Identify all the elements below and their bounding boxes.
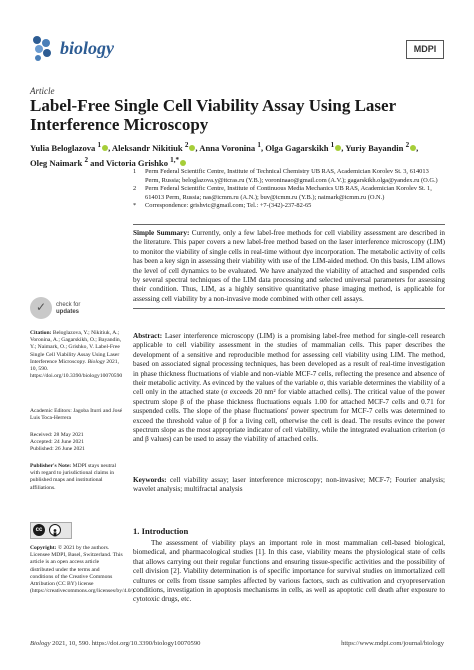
author[interactable]: Yuriy Bayandin $^2$ bbox=[345, 143, 416, 153]
cc-by-license-badge[interactable] bbox=[30, 522, 72, 539]
orcid-icon[interactable] bbox=[410, 145, 416, 151]
author[interactable]: Yulia Beloglazova $^1$ bbox=[30, 143, 108, 153]
mdpi-logo: MDPI bbox=[406, 40, 444, 59]
abstract: Abstract: Laser interference microscopy (LIM) is a promising label-free method for single-cell research applicable to cell viability assessment in the studies of mammalian cells. This paper describes the development of a sensitive and reproducible method for assessing cell viability using LIM. The method, based on associated signal processing techniques, has been developed as a result of real-time investigation in phase thickness fluctuations of viable and non-viable MCF-7 cells, reflecting the presence and absence of their metabolic activity. As evinced by the values of the variable σ, this variable determines the viability of a cell only in the attached state (σ exceeds 20 nm² for viable attached cells). The critical value of the power spectrum slope β of the phase thickness fluctuations equals 1.00 for attached MCF-7 cells and 0.71 for suspended cells. The slope of the phase fluctuations' power spectrum for MCF-7 cells was determined to exceed the threshold value of β for a living cell, otherwise the cell is dead. The results evince the power spectrum slope as the most appropriate indicator of cell viability, while the integrated evaluation criterion (σ and β values) can be used to assay the viability of attached cells. bbox=[133, 332, 445, 444]
author[interactable]: Oleg Naimark $^2$ bbox=[30, 155, 89, 168]
author[interactable]: Anna Voronina $^1$ bbox=[199, 141, 261, 153]
author-list: Yulia Beloglazova $^1$ , Aleksandr Nikitiuk $^2$ , Anna Voronina $^1$, Olga Gagarskikh $^1$ , Yuriy Bayandin $^2$ , Oleg Naimark $^2$ and Victoria Grishko $^{1,*}$ bbox=[30, 141, 419, 168]
orcid-icon[interactable] bbox=[335, 145, 341, 151]
orcid-icon[interactable] bbox=[180, 160, 186, 166]
author[interactable]: Olga Gagarskikh $^1$ bbox=[265, 143, 341, 153]
journal-header bbox=[30, 34, 444, 68]
author[interactable]: Aleksandr Nikitiuk $^2$ bbox=[112, 143, 196, 153]
affiliations bbox=[133, 168, 445, 211]
publisher-note: Publisher's Note: MDPI stays neutral with regard to jurisdictional claims in published maps and institutional affiliations. bbox=[30, 463, 117, 491]
doi-link[interactable]: 2021, 10, 590. https://doi.org/10.3390/biology10070590 bbox=[52, 640, 201, 647]
check-updates-icon: ✓ bbox=[30, 297, 52, 319]
by-person-icon bbox=[49, 524, 61, 536]
introduction-paragraph: The assessment of viability plays an important role in most mammalian cell-based biological, biomedical, and pharmacological studies [1]. In this case, viability means the physiological state of cells that allows carrying out their regular functions and ensuring tissue-specific activities and the possibility of cell division [2]. Viability determination is of specific importance for survival studies on immortalized cell cultures or cells from tissue samples affected by various factors, such as cultivation and cryopreservation conditions, investigation in apoptosis mechanisms in cells, as well as apoptotic cell death after exposure to cytotoxic drugs, etc. bbox=[133, 539, 445, 604]
check-for-updates-badge[interactable]: ✓ check for updates bbox=[30, 297, 100, 323]
keywords: Keywords: cell viability assay; laser interference microscopy; non-invasive; MCF-7; Fourier analysis; wavelet analysis; multifractal analysis bbox=[133, 476, 445, 494]
cc-icon: cc bbox=[33, 524, 45, 536]
article-type: Article bbox=[30, 86, 55, 96]
journal-url[interactable]: https://www.mdpi.com/journal/biology bbox=[341, 640, 444, 647]
citation-block: Citation: Beloglazova, Y.; Nikitiuk, A.; Voronina, A.; Gagarskikh, O.; Bayandin, Y.; Naimark, O.; Grishko, V. Label-Free Single Cell Viability Assay Using Laser Interference Microscopy. Biology 2021, 10, 590. https://doi.org/10.3390/biology10070590 bbox=[30, 330, 123, 380]
section-heading: 1. Introduction bbox=[133, 526, 189, 536]
simple-summary: Simple Summary: Currently, only a few label-free methods for cell viability assessment are described in the literature. This paper covers a new label-free method based on the laser interference microscopy (LIM) to monitor the viability of single cells in real-time without dye incorporation. The metabolic activity of cells has been a key sign in assessing their viability with use of the LIM-aided method. On this basis, LIM allows the level of cell dynamics to be evaluated. We have analyzed the viability of attached and suspended cells by several spectral techniques of the LIM data processing and selected universal parameters for assessing their condition. Thus, LIM, as a highly sensitive quantitative phase imaging method, is applicable for assessing cell viability by a non-invasive mode combined with other cell assays. bbox=[133, 224, 445, 309]
author[interactable]: Victoria Grishko $^{1,*}$ bbox=[106, 158, 186, 168]
orcid-icon[interactable] bbox=[189, 145, 195, 151]
academic-editors: Academic Editors: Jagoba Iturri and José Luis Toca-Herrera bbox=[30, 408, 123, 422]
copyright: Copyright: © 2021 by the authors. Licensee MDPI, Basel, Switzerland. This article is an open access article distributed under the terms and conditions of the Creative Commons Attribution (CC BY) license (https://creativecommons.org/licenses/by/4.0/). bbox=[30, 545, 136, 595]
affiliation: 2 Perm Federal Scientific Centre, Institute of Continuous Media Mechanics UB RAS, Academician Korolev St. 1, 614013 Perm, Russia; nas@icmm.ru (A.N.); buv@icmm.ru (Y.B.); naimark@icmm.ru (O.N.) bbox=[133, 185, 432, 201]
correspondence: * Correspondence: grishvic@gmail.com; Tel.: +7-(342)-237-82-65 bbox=[133, 202, 312, 210]
orcid-icon[interactable] bbox=[102, 145, 108, 151]
affiliation: 1 Perm Federal Scientific Centre, Institute of Technical Chemistry UB RAS, Academician Korolev St. 3, 614013 Perm, Russia; beloglazova.y@itcras.ru (Y.B.); voroninaao@gmail.com (A.V.); gagarskikh.olga@yandex.ru (O.G.) bbox=[133, 168, 438, 184]
dates: Received: 28 May 2021 Accepted: 24 June 2021 Published: 26 June 2021 bbox=[30, 432, 85, 453]
article-title: Label-Free Single Cell Viability Assay Using Laser Interference Microscopy bbox=[30, 96, 396, 134]
biology-logo-icon bbox=[30, 34, 54, 62]
journal-name: biology bbox=[60, 38, 114, 58]
